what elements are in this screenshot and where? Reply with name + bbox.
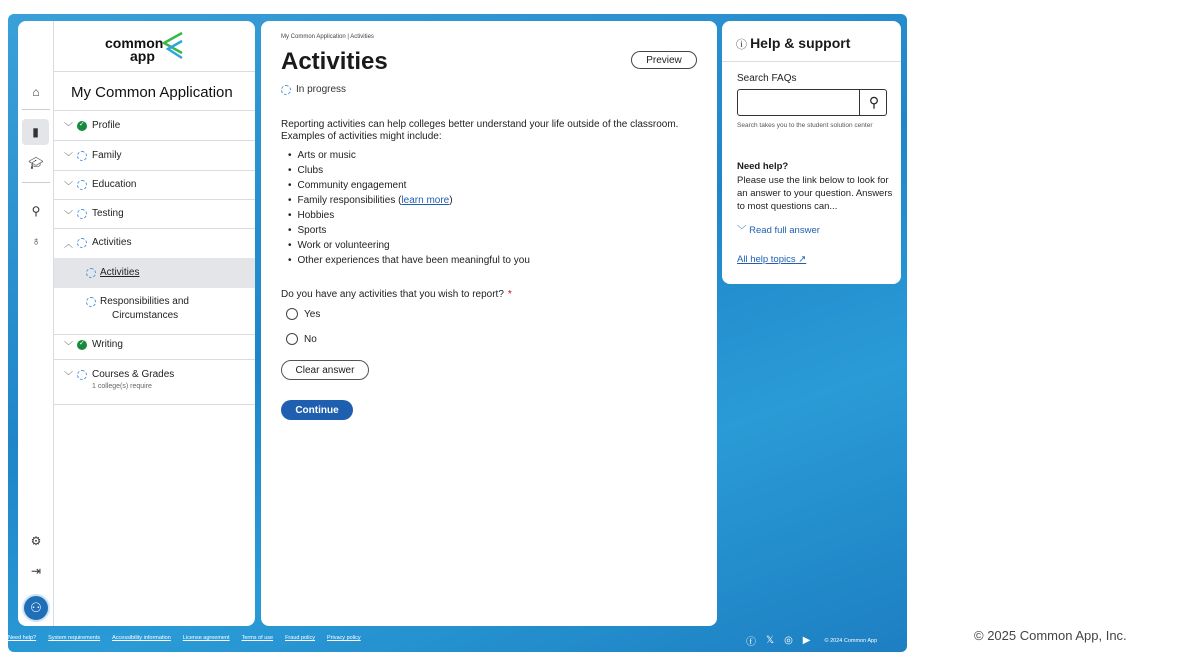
learn-more-link[interactable]: learn more <box>401 195 450 206</box>
intro-text: Reporting activities can help colleges better understand your life outside of the classroom. Examples of activities might include: <box>281 119 679 142</box>
nav-item-education[interactable]: ﹀ Education <box>54 171 255 200</box>
help-title: ⓘ Help & support <box>736 35 851 51</box>
external-link-icon: ↗ <box>795 254 807 265</box>
x-icon[interactable]: 𝕏 <box>766 635 775 646</box>
complete-icon <box>77 340 87 350</box>
preview-button[interactable]: Preview <box>631 51 697 69</box>
in-progress-icon <box>281 85 291 95</box>
list-item: • Other experiences that have been meaningful to you <box>288 253 530 268</box>
chevron-down-icon: ﹀ <box>64 371 74 381</box>
nav-item-activities[interactable]: ︿ Activities <box>64 237 132 249</box>
need-help-heading: Need help? <box>737 161 789 172</box>
common-app-logo[interactable]: common app <box>98 28 188 66</box>
activity-examples-list <box>288 148 530 268</box>
list-item: • Sports <box>288 223 530 238</box>
search-icon[interactable]: ⚲ <box>859 90 888 115</box>
youtube-icon[interactable]: ▶ <box>802 635 811 646</box>
footer-links <box>8 635 361 641</box>
instagram-icon[interactable]: ◎ <box>784 635 793 646</box>
read-full-answer-link[interactable]: ﹀ Read full answer <box>737 225 820 236</box>
help-panel <box>722 21 901 284</box>
nav-item-profile[interactable]: ﹀ ✓ Profile <box>54 112 255 141</box>
nav-item-family[interactable]: ﹀ Family <box>54 142 255 171</box>
need-help-text: Please use the link below to look for an answer to your question. Answers to most questions can... <box>737 175 893 212</box>
footer-link[interactable]: Terms of use <box>241 635 274 641</box>
nav-item-writing[interactable]: ﹀ ✓ Writing <box>54 331 255 360</box>
sub-item-responsibilities[interactable]: Responsibilities and Circumstances <box>54 295 255 335</box>
status-indicator: In progress <box>281 84 346 95</box>
radio-yes[interactable]: Yes <box>286 308 320 320</box>
in-progress-icon <box>77 238 87 248</box>
home-icon[interactable]: ⌂ <box>32 85 40 99</box>
divider <box>22 182 50 183</box>
nav-item-courses-grades[interactable]: ﹀ Courses & Grades 1 college(s) require <box>54 361 255 405</box>
chevron-down-icon: ﹀ <box>737 225 750 236</box>
search-faqs-label: Search FAQs <box>737 73 797 84</box>
nav-item-testing[interactable]: ﹀ Testing <box>54 200 255 229</box>
chevron-down-icon: ﹀ <box>64 341 74 351</box>
search-icon[interactable]: ⚲ <box>31 204 41 218</box>
chevron-down-icon: ﹀ <box>64 210 74 220</box>
page-title: Activities <box>281 48 388 75</box>
footer-copyright: © 2024 Common App <box>824 637 878 644</box>
in-progress-icon <box>77 370 87 380</box>
list-item: • Hobbies <box>288 208 530 223</box>
all-help-topics-link[interactable]: All help topics ↗ <box>737 254 807 265</box>
settings-icon[interactable]: ⚙ <box>30 534 42 548</box>
facebook-icon[interactable]: ⓕ <box>746 637 756 648</box>
faq-search-input[interactable] <box>737 89 887 116</box>
in-progress-icon <box>86 297 96 307</box>
app-frame <box>8 14 907 652</box>
help-circle-icon: ⓘ <box>736 39 751 51</box>
left-nav-panel <box>18 21 255 626</box>
money-bag-icon[interactable]: ♁ <box>31 234 41 248</box>
divider <box>722 61 901 62</box>
radio-circle[interactable] <box>286 308 298 320</box>
activities-question: Do you have any activities that you wish to report? * <box>281 289 512 300</box>
social-links <box>746 633 877 648</box>
chevron-down-icon: ﹀ <box>64 122 74 132</box>
chevron-down-icon: ﹀ <box>64 152 74 162</box>
footer-link[interactable]: Privacy policy <box>327 635 361 641</box>
footer-link[interactable]: License agreement <box>182 635 230 641</box>
list-item: • Community engagement <box>288 178 530 193</box>
in-progress-icon <box>77 209 87 219</box>
main-content-panel <box>261 21 717 626</box>
sign-out-icon[interactable]: ⇥ <box>30 564 42 578</box>
breadcrumb: My Common Application | Activities <box>281 34 374 40</box>
in-progress-icon <box>77 151 87 161</box>
radio-circle[interactable] <box>286 333 298 345</box>
list-item: • Family responsibilities (learn more) <box>288 193 530 208</box>
chevron-up-icon: ︿ <box>64 239 74 249</box>
list-item: • Arts or music <box>288 148 530 163</box>
nav-heading: My Common Application <box>54 71 255 111</box>
complete-icon <box>77 121 87 131</box>
page-copyright: © 2025 Common App, Inc. <box>974 628 1127 643</box>
continue-button[interactable]: Continue <box>281 400 353 420</box>
sub-item-activities[interactable]: Activities <box>54 258 255 288</box>
in-progress-icon <box>86 268 96 278</box>
logo-mark <box>158 30 186 62</box>
footer-link[interactable]: Accessibility information <box>112 635 171 641</box>
clear-answer-button[interactable]: Clear answer <box>281 360 369 380</box>
graduation-cap-icon[interactable]: 🎓︎ <box>28 156 44 170</box>
icon-rail <box>18 21 54 626</box>
list-item: • Clubs <box>288 163 530 178</box>
footer-link[interactable]: Fraud policy <box>285 635 316 641</box>
radio-no[interactable]: No <box>286 333 317 345</box>
required-marker: * <box>507 289 512 300</box>
footer-link[interactable]: Need help? <box>8 635 37 641</box>
search-hint: Search takes you to the student solution center <box>737 122 873 129</box>
list-item: • Work or volunteering <box>288 238 530 253</box>
user-icon[interactable]: ⚇ <box>22 594 50 622</box>
divider <box>22 109 50 110</box>
footer-link[interactable]: System requirements <box>48 635 101 641</box>
in-progress-icon <box>77 180 87 190</box>
document-icon[interactable]: ▮ <box>22 119 49 145</box>
chevron-down-icon: ﹀ <box>64 181 74 191</box>
